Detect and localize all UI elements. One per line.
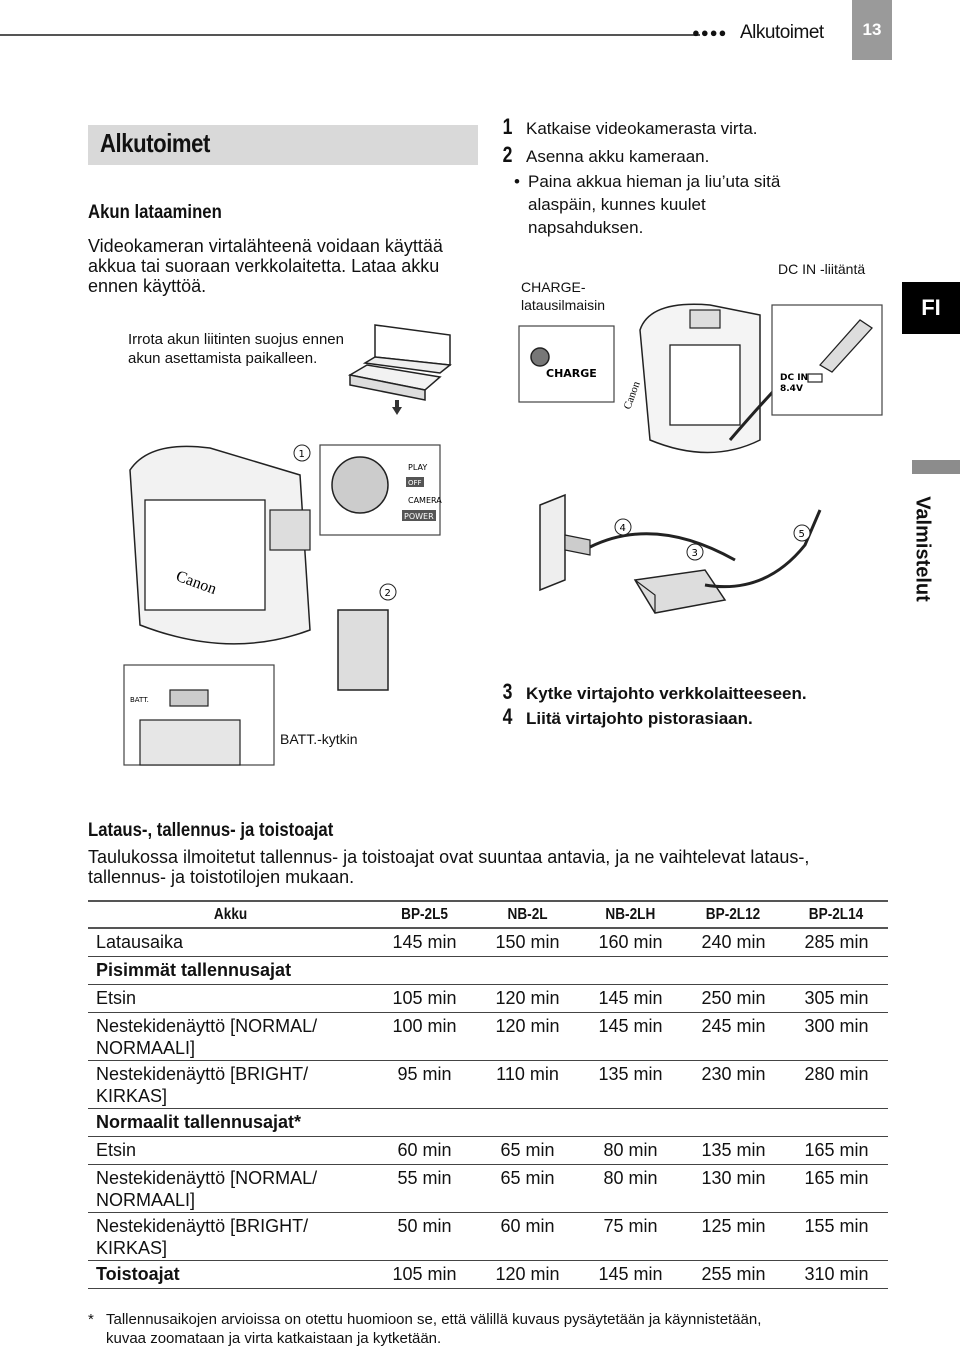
cell: 230 min bbox=[682, 1060, 785, 1108]
batt-switch-label: BATT.-kytkin bbox=[280, 731, 358, 747]
cell: 310 min bbox=[785, 1260, 888, 1288]
camera-brand-text-top: Canon bbox=[621, 379, 643, 412]
header-col: NB-2LH bbox=[579, 901, 682, 928]
cell: 240 min bbox=[682, 928, 785, 956]
charge-lamp-inset bbox=[518, 325, 618, 405]
step-3-text: Kytke virtajohto verkkolaitteeseen. bbox=[526, 684, 807, 703]
chapter-tab-bar bbox=[912, 460, 960, 474]
row-label: Toistoajat bbox=[88, 1260, 373, 1288]
step-3-number: 3 bbox=[502, 679, 513, 704]
cell: 120 min bbox=[476, 1012, 579, 1060]
cell: 305 min bbox=[785, 984, 888, 1012]
header-rule bbox=[0, 34, 700, 36]
dial-power: POWER bbox=[404, 512, 434, 521]
section-label: Normaalit tallennusajat* bbox=[88, 1108, 888, 1136]
table-row bbox=[88, 1212, 888, 1260]
row-label: Nestekidenäyttö [BRIGHT/ KIRKAS] bbox=[88, 1212, 373, 1260]
cell: 255 min bbox=[682, 1260, 785, 1288]
charging-intro: Videokameran virtalähteenä voidaan käyttää akkua tai suoraan verkkolaitetta. Lataa akku ennen käyttöä. bbox=[88, 236, 443, 296]
footnote bbox=[88, 1310, 888, 1348]
terminal-cover-note: Irrota akun liitinten suojus ennen akun asettamista paikalleen. bbox=[128, 331, 344, 367]
cell: 50 min bbox=[373, 1212, 476, 1260]
cell: 80 min bbox=[579, 1136, 682, 1164]
cell: 135 min bbox=[682, 1136, 785, 1164]
cell: 105 min bbox=[373, 1260, 476, 1288]
cell: 250 min bbox=[682, 984, 785, 1012]
row-label: Nestekidenäyttö [BRIGHT/ KIRKAS] bbox=[88, 1060, 373, 1108]
header-battery: Akku bbox=[88, 901, 373, 928]
footnote-star: * bbox=[88, 1311, 94, 1328]
header-col: BP-2L5 bbox=[373, 901, 476, 928]
cell: 280 min bbox=[785, 1060, 888, 1108]
cell: 165 min bbox=[785, 1164, 888, 1212]
charging-heading: Akun lataaminen bbox=[88, 202, 222, 223]
cell: 125 min bbox=[682, 1212, 785, 1260]
header-col: NB-2L bbox=[476, 901, 579, 928]
table-row bbox=[88, 1136, 888, 1164]
charge-label-line-2: latausilmaisin bbox=[521, 297, 606, 313]
dc-in-text-1: DC IN bbox=[780, 373, 809, 383]
header-section-title: Alkutoimet bbox=[740, 22, 824, 43]
step-1-text: Katkaise videokamerasta virta. bbox=[526, 119, 758, 138]
times-heading: Lataus-, tallennus- ja toistoajat bbox=[88, 820, 334, 841]
charge-lamp-icon bbox=[531, 348, 549, 366]
section-title: Alkutoimet bbox=[100, 128, 210, 158]
step-2 bbox=[500, 142, 710, 167]
cell: 65 min bbox=[476, 1136, 579, 1164]
cell: 145 min bbox=[579, 1012, 682, 1060]
step-3 bbox=[500, 679, 807, 704]
camera-battery-illustration bbox=[120, 430, 460, 770]
step-4-number: 4 bbox=[502, 704, 513, 729]
cell: 60 min bbox=[373, 1136, 476, 1164]
times-intro: Taulukossa ilmoitetut tallennus- ja toistoajat ovat suuntaa antavia, ja ne vaihtelevat lataus-, tallennus- ja toistotilojen mukaan. bbox=[88, 847, 810, 887]
table-section-row bbox=[88, 956, 888, 984]
cell: 75 min bbox=[579, 1212, 682, 1260]
cell: 300 min bbox=[785, 1012, 888, 1060]
step-2-detail bbox=[514, 170, 874, 239]
cell: 60 min bbox=[476, 1212, 579, 1260]
charge-lamp-text: CHARGE bbox=[546, 367, 597, 380]
language-tab: FI bbox=[902, 282, 960, 334]
header-col: BP-2L12 bbox=[682, 901, 785, 928]
row-label: Etsin bbox=[88, 984, 373, 1012]
cell: 145 min bbox=[373, 928, 476, 956]
battery-cover-illustration bbox=[345, 315, 465, 415]
dial-off: OFF bbox=[408, 479, 422, 487]
dial-play: PLAY bbox=[408, 463, 428, 472]
header-col: BP-2L14 bbox=[785, 901, 888, 928]
table-section-row bbox=[88, 1108, 888, 1136]
step-2-number: 2 bbox=[502, 142, 513, 167]
cell: 245 min bbox=[682, 1012, 785, 1060]
step-1-number: 1 bbox=[502, 114, 513, 139]
page-number: 13 bbox=[852, 0, 892, 60]
row-label: Nestekidenäyttö [NORMAL/ NORMAALI] bbox=[88, 1012, 373, 1060]
power-dial-icon bbox=[332, 457, 388, 513]
step-2-detail-line-1: Paina akkua hieman ja liu’uta sitä bbox=[528, 172, 781, 191]
cell: 285 min bbox=[785, 928, 888, 956]
cell: 130 min bbox=[682, 1164, 785, 1212]
charge-label-line-1: CHARGE- bbox=[521, 279, 586, 295]
callout-1-text: 1 bbox=[298, 449, 305, 460]
cell: 120 min bbox=[476, 984, 579, 1012]
table-row bbox=[88, 1260, 888, 1288]
cell: 105 min bbox=[373, 984, 476, 1012]
cell: 165 min bbox=[785, 1136, 888, 1164]
callout-4-text: 4 bbox=[619, 523, 626, 534]
dc-in-label: DC IN -liitäntä bbox=[778, 261, 866, 277]
cell: 135 min bbox=[579, 1060, 682, 1108]
dc-in-text-2: 8.4V bbox=[780, 384, 803, 394]
callout-2-text: 2 bbox=[384, 588, 391, 599]
step-1 bbox=[500, 114, 758, 139]
cell: 155 min bbox=[785, 1212, 888, 1260]
cell: 160 min bbox=[579, 928, 682, 956]
dial-camera: CAMERA bbox=[408, 496, 442, 505]
row-label: Nestekidenäyttö [NORMAL/ NORMAALI] bbox=[88, 1164, 373, 1212]
step-4-text: Liitä virtajohto pistorasiaan. bbox=[526, 709, 753, 728]
footnote-line-2: kuvaa zoomataan ja virta katkaistaan ja kytketään. bbox=[106, 1330, 442, 1347]
cell: 150 min bbox=[476, 928, 579, 956]
cell: 100 min bbox=[373, 1012, 476, 1060]
callout-5-text: 5 bbox=[798, 529, 805, 540]
table-row bbox=[88, 928, 888, 956]
cell: 80 min bbox=[579, 1164, 682, 1212]
cell: 145 min bbox=[579, 1260, 682, 1288]
step-2-detail-line-3: napsahduksen. bbox=[528, 218, 644, 237]
step-2-text: Asenna akku kameraan. bbox=[526, 147, 710, 166]
chapter-tab-label: Valmistelut bbox=[911, 496, 934, 602]
batt-text: BATT. bbox=[130, 696, 149, 704]
adapter-cable-illustration bbox=[535, 485, 855, 625]
table-row bbox=[88, 1012, 888, 1060]
cell: 110 min bbox=[476, 1060, 579, 1108]
table-row bbox=[88, 1060, 888, 1108]
step-2-detail-line-2: alaspäin, kunnes kuulet bbox=[528, 195, 706, 214]
cell: 65 min bbox=[476, 1164, 579, 1212]
cell: 120 min bbox=[476, 1260, 579, 1288]
header-dots: ●●●● bbox=[692, 25, 728, 40]
bullet: • bbox=[514, 172, 520, 191]
step-4 bbox=[500, 704, 753, 729]
camera-dc-in-illustration bbox=[610, 290, 890, 480]
table-row bbox=[88, 984, 888, 1012]
footnote-line-1: Tallennusaikojen arvioissa on otettu huomioon se, että välillä kuvaus pysäytetään ja käynnistetään, bbox=[106, 1311, 762, 1328]
section-label: Pisimmät tallennusajat bbox=[88, 956, 888, 984]
table-header-row bbox=[88, 901, 888, 928]
cell: 55 min bbox=[373, 1164, 476, 1212]
row-label: Etsin bbox=[88, 1136, 373, 1164]
cell: 95 min bbox=[373, 1060, 476, 1108]
row-label: Latausaika bbox=[88, 928, 373, 956]
battery-times-table bbox=[88, 900, 888, 1289]
chapter-tab bbox=[902, 484, 942, 614]
table-row bbox=[88, 1164, 888, 1212]
callout-3-text: 3 bbox=[691, 548, 698, 559]
camera-brand-text: Canon bbox=[173, 567, 219, 599]
cell: 145 min bbox=[579, 984, 682, 1012]
